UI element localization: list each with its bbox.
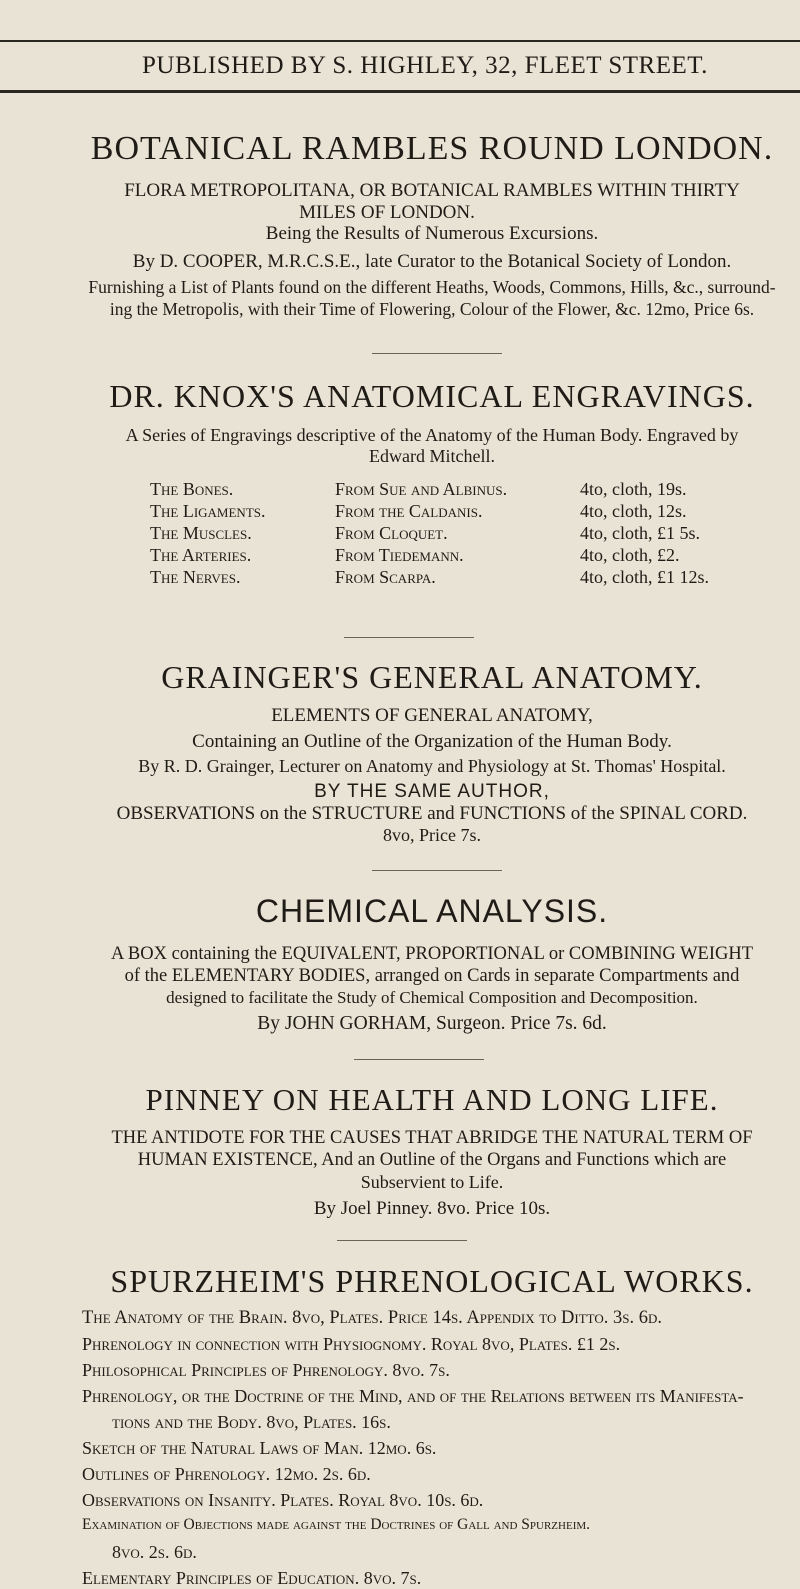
top-rule	[0, 40, 800, 42]
grainger-line-2: Containing an Outline of the Organization of the Human Body.	[192, 731, 672, 752]
plate-source: From Cloquet.	[335, 523, 448, 543]
spurzheim-line-1: The Anatomy of the Brain. 8vo, Plates. Price 14s. Appendix to Ditto. 3s. 6d.	[82, 1308, 662, 1328]
plate-name: The Ligaments.	[150, 501, 266, 521]
plate-source: From Tiedemann.	[335, 545, 464, 565]
separator	[344, 637, 474, 638]
plate-source: From Scarpa.	[335, 567, 436, 587]
pinney-line-4: By Joel Pinney. 8vo. Price 10s.	[313, 1198, 551, 1219]
plate-price: 4to, cloth, 19s.	[580, 479, 687, 499]
pinney-title: PINNEY ON HEALTH AND LONG LIFE.	[145, 1082, 719, 1117]
separator	[372, 870, 502, 871]
grainger-line-1: ELEMENTS OF GENERAL ANATOMY,	[271, 705, 593, 726]
pinney-line-1: THE ANTIDOTE FOR THE CAUSES THAT ABRIDGE THE NATURAL TERM OF	[111, 1128, 753, 1148]
plate-price: 4to, cloth, £2.	[580, 545, 680, 565]
botanical-title: BOTANICAL RAMBLES ROUND LONDON.	[90, 130, 774, 167]
separator	[337, 1240, 467, 1241]
knox-line-2: Edward Mitchell.	[369, 446, 495, 466]
chemical-line-4: By JOHN GORHAM, Surgeon. Price 7s. 6d.	[257, 1013, 607, 1034]
chemical-title: CHEMICAL ANALYSIS.	[255, 893, 609, 929]
botanical-line-4: By D. COOPER, M.R.C.S.E., late Curator to the Botanical Society of London.	[132, 251, 732, 272]
chemical-line-2: of the ELEMENTARY BODIES, arranged on Cards in separate Compartments and	[124, 966, 740, 986]
plate-source: From Sue and Albinus.	[335, 479, 508, 499]
spurzheim-line-2: Phrenology in connection with Physiognomy. Royal 8vo, Plates. £1 2s.	[82, 1334, 621, 1354]
grainger-line-6: 8vo, Price 7s.	[383, 825, 481, 845]
knox-title: DR. KNOX'S ANATOMICAL ENGRAVINGS.	[109, 378, 755, 414]
botanical-line-2: MILES OF LONDON.	[299, 202, 475, 223]
table-row	[150, 567, 770, 593]
spurzheim-title: SPURZHEIM'S PHRENOLOGICAL WORKS.	[110, 1263, 754, 1299]
plate-price: 4to, cloth, £1 5s.	[580, 523, 700, 543]
plate-name: The Nerves.	[150, 567, 241, 587]
spurzheim-line-3: Philosophical Principles of Phrenology. 8vo. 7s.	[82, 1360, 450, 1380]
spurzheim-line-8: Observations on Insanity. Plates. Royal 8vo. 10s. 6d.	[82, 1490, 484, 1510]
plate-name: The Muscles.	[150, 523, 252, 543]
grainger-line-5: OBSERVATIONS on the STRUCTURE and FUNCTIONS of the SPINAL CORD.	[116, 803, 748, 824]
spurzheim-line-7: Outlines of Phrenology. 12mo. 2s. 6d.	[82, 1464, 371, 1484]
spurzheim-line-5: tions and the Body. 8vo, Plates. 16s.	[112, 1412, 391, 1432]
grainger-line-3: By R. D. Grainger, Lecturer on Anatomy and Physiology at St. Thomas' Hospital.	[138, 756, 726, 776]
grainger-title: GRAINGER'S GENERAL ANATOMY.	[161, 659, 703, 695]
pinney-line-2: HUMAN EXISTENCE, And an Outline of the Organs and Functions which are	[137, 1150, 727, 1170]
botanical-line-1: FLORA METROPOLITANA, OR BOTANICAL RAMBLES WITHIN THIRTY	[124, 180, 740, 201]
plate-name: The Bones.	[150, 479, 234, 499]
spurzheim-line-10: 8vo. 2s. 6d.	[112, 1542, 197, 1562]
advertisement-page	[82, 0, 776, 1588]
separator	[372, 353, 502, 354]
pinney-line-3: Subservient to Life.	[360, 1172, 504, 1192]
botanical-line-3: Being the Results of Numerous Excursions.	[265, 223, 599, 244]
spurzheim-line-9: Examination of Objections made against the Doctrines of Gall and Spurzheim.	[82, 1516, 591, 1533]
grainger-line-4: BY THE SAME AUTHOR,	[314, 781, 550, 802]
knox-line-1: A Series of Engravings descriptive of the Anatomy of the Human Body. Engraved by	[125, 425, 739, 445]
botanical-line-5: Furnishing a List of Plants found on the different Heaths, Woods, Commons, Hills, &c., surround-	[88, 277, 776, 297]
botanical-line-6: ing the Metropolis, with their Time of Flowering, Colour of the Flower, &c. 12mo, Price 6s.	[109, 299, 755, 319]
spurzheim-line-11: Elementary Principles of Education. 8vo. 7s.	[82, 1568, 422, 1588]
chemical-line-1: A BOX containing the EQUIVALENT, PROPORTIONAL or COMBINING WEIGHT	[110, 944, 754, 964]
chemical-line-3: designed to facilitate the Study of Chemical Composition and Decomposition.	[166, 988, 698, 1007]
spurzheim-line-4: Phrenology, or the Doctrine of the Mind, and of the Relations between its Manifesta-	[82, 1386, 744, 1406]
plate-source: From the Caldanis.	[335, 501, 483, 521]
spurzheim-line-6: Sketch of the Natural Laws of Man. 12mo. 6s.	[82, 1438, 437, 1458]
publisher-header: PUBLISHED BY S. HIGHLEY, 32, FLEET STREET.	[142, 52, 708, 79]
plate-price: 4to, cloth, £1 12s.	[580, 567, 709, 587]
plate-price: 4to, cloth, 12s.	[580, 501, 687, 521]
plate-name: The Arteries.	[150, 545, 252, 565]
separator	[354, 1059, 484, 1060]
header-rule	[0, 90, 800, 93]
